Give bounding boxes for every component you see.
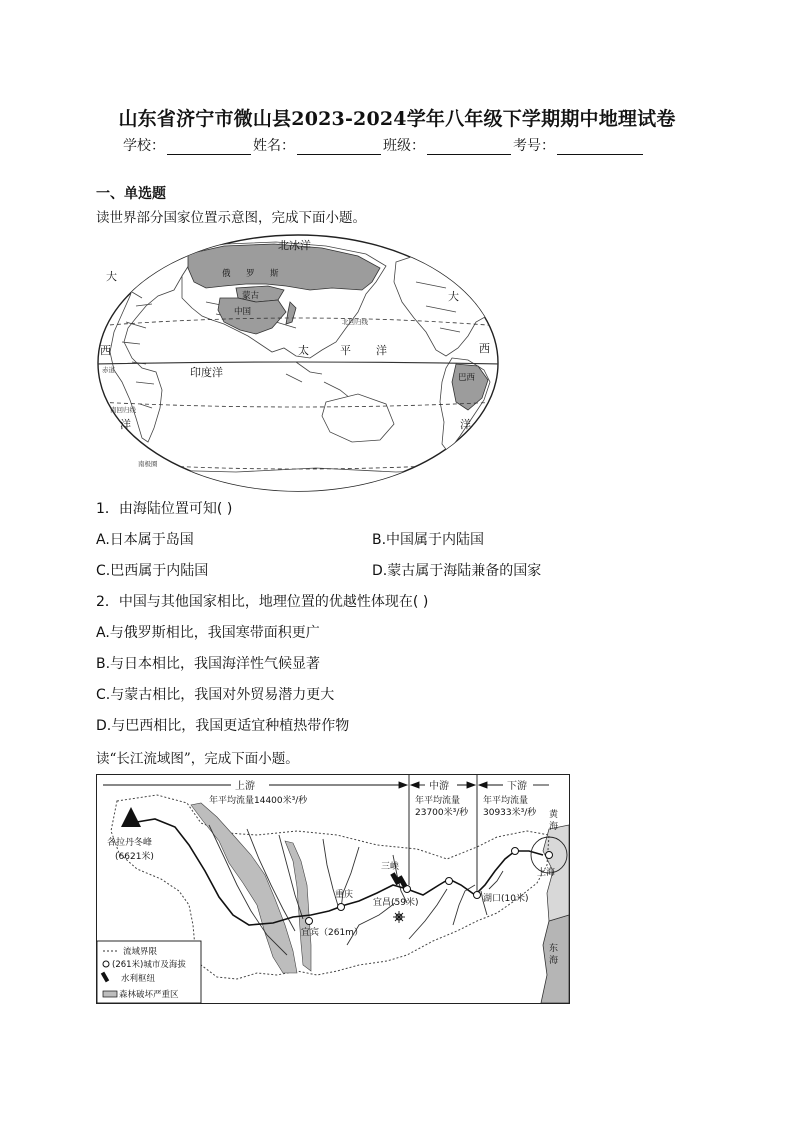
label-sanxia: 三峡	[381, 862, 400, 872]
map-legend	[97, 941, 201, 1003]
label-peak-height: (6621米)	[115, 852, 154, 862]
label-shanghai: 上海	[537, 868, 556, 878]
q2-option-d[interactable]: D.与巴西相比，我国更适宜种植热带作物	[96, 718, 350, 734]
class-blank[interactable]	[427, 138, 511, 155]
lower-arrow-tail	[479, 782, 487, 788]
yangtze-main-stream	[131, 819, 543, 925]
middle-arrow-head	[467, 782, 475, 788]
legend-city-symbol	[103, 961, 109, 967]
world-map	[96, 232, 500, 494]
group1-intro: 读世界部分国家位置示意图，完成下面小题。	[96, 210, 366, 226]
label-atlantic-left-1: 大	[106, 270, 117, 283]
yangtze-map-figure	[96, 774, 570, 1004]
class-label: 班级：	[383, 138, 425, 154]
peak-triangle-icon	[121, 807, 141, 827]
label-atlantic-right-2: 西	[479, 342, 490, 355]
label-atlantic-right-1: 大	[448, 290, 459, 303]
label-russia-2: 罗	[246, 269, 255, 279]
legend-city-label: (261米)城市及海拔	[112, 960, 186, 970]
label-lower-flow-value: 30933米³/秒	[483, 808, 537, 818]
label-yichang: 宜昌(59米)	[373, 898, 419, 908]
section-heading: 一、单选题	[96, 186, 166, 202]
label-indian: 印度洋	[190, 366, 223, 379]
label-yibin: 宜宾（261m）	[301, 928, 363, 938]
label-middle: 中游	[429, 781, 449, 792]
shanghai-marker	[546, 852, 553, 859]
label-atlantic-left-3: 洋	[120, 418, 131, 431]
label-middle-flow-value: 23700米³/秒	[415, 808, 469, 818]
city-markers	[306, 848, 556, 925]
label-equator: 赤道	[102, 366, 115, 374]
label-china: 中国	[234, 307, 252, 317]
student-info-line	[123, 135, 645, 155]
q1-option-b[interactable]: B.中国属于内陆国	[372, 532, 485, 548]
label-lower: 下游	[507, 781, 527, 792]
label-antarctic: 南极圈	[138, 460, 158, 468]
label-tropic-n: 北回归线	[342, 318, 368, 326]
gezhouba-icon	[393, 911, 405, 923]
label-yellow-sea-1: 黄	[549, 810, 559, 820]
label-hukou: 湖口(10米)	[483, 894, 529, 904]
wuhan-marker	[446, 878, 453, 885]
label-pacific-1: 太	[298, 344, 309, 357]
q2-option-a[interactable]: A.与俄罗斯相比，我国寒带面积更广	[96, 625, 320, 641]
nanjing-marker	[512, 848, 519, 855]
label-peak-name: 各拉丹冬峰	[107, 838, 153, 848]
q2-option-c[interactable]: C.与蒙古相比，我国对外贸易潜力更大	[96, 687, 335, 703]
upper-arrow-head	[399, 782, 407, 788]
label-east-sea-2: 海	[549, 956, 559, 966]
q2-stem: 2．中国与其他国家相比，地理位置的优越性体现在( )	[96, 594, 429, 610]
label-russia-3: 斯	[270, 269, 279, 279]
label-brazil: 巴西	[458, 373, 476, 383]
id-label: 考号：	[513, 138, 555, 154]
label-russia-1: 俄	[222, 269, 231, 279]
label-upper-flow: 年平均流量14400米³/秒	[209, 796, 308, 806]
label-middle-flow: 年平均流量	[415, 796, 461, 806]
id-blank[interactable]	[557, 138, 643, 155]
label-pacific-3: 洋	[376, 344, 387, 357]
forest-damage-zone-1	[191, 803, 297, 973]
group2-intro: 读“长江流域图”，完成下面小题。	[96, 751, 299, 767]
name-blank[interactable]	[297, 138, 381, 155]
label-yellow-sea-2: 海	[549, 822, 559, 832]
label-pacific-2: 平	[340, 344, 351, 357]
legend-forest-symbol	[103, 991, 117, 997]
label-east-sea-1: 东	[549, 944, 559, 954]
school-blank[interactable]	[167, 138, 251, 155]
label-tropic-s: 南回归线	[110, 406, 136, 414]
label-atlantic-right-3: 洋	[460, 418, 471, 431]
q1-option-d[interactable]: D.蒙古属于海陆兼备的国家	[372, 563, 542, 579]
label-chongqing: 重庆	[335, 890, 354, 900]
hukou-marker	[474, 892, 481, 899]
name-label: 姓名：	[253, 138, 295, 154]
legend-forest-label: 森林破坏严重区	[119, 990, 179, 1000]
chongqing-marker	[338, 904, 345, 911]
yibin-marker	[306, 918, 313, 925]
section-dividers	[103, 775, 549, 895]
middle-arrow-tail	[411, 782, 419, 788]
world-map-figure	[96, 232, 500, 494]
label-atlantic-left-2: 西	[100, 344, 111, 357]
q1-option-c[interactable]: C.巴西属于内陆国	[96, 563, 209, 579]
label-mongolia: 蒙古	[242, 291, 260, 301]
legend-dam-label: 水利枢纽	[121, 974, 156, 984]
q2-option-b[interactable]: B.与日本相比，我国海洋性气候显著	[96, 656, 321, 672]
label-arctic: 北冰洋	[278, 239, 311, 252]
yangtze-map	[97, 775, 569, 1003]
label-lower-flow: 年平均流量	[483, 796, 529, 806]
label-upper: 上游	[235, 781, 255, 792]
page-title: 山东省济宁市微山县2023-2024学年八年级下学期期中地理试卷	[118, 108, 676, 130]
legend-boundary-label: 流域界限	[123, 947, 158, 957]
school-label: 学校：	[123, 138, 165, 154]
q1-stem: 1．由海陆位置可知( )	[96, 501, 233, 517]
q1-option-a[interactable]: A.日本属于岛国	[96, 532, 194, 548]
